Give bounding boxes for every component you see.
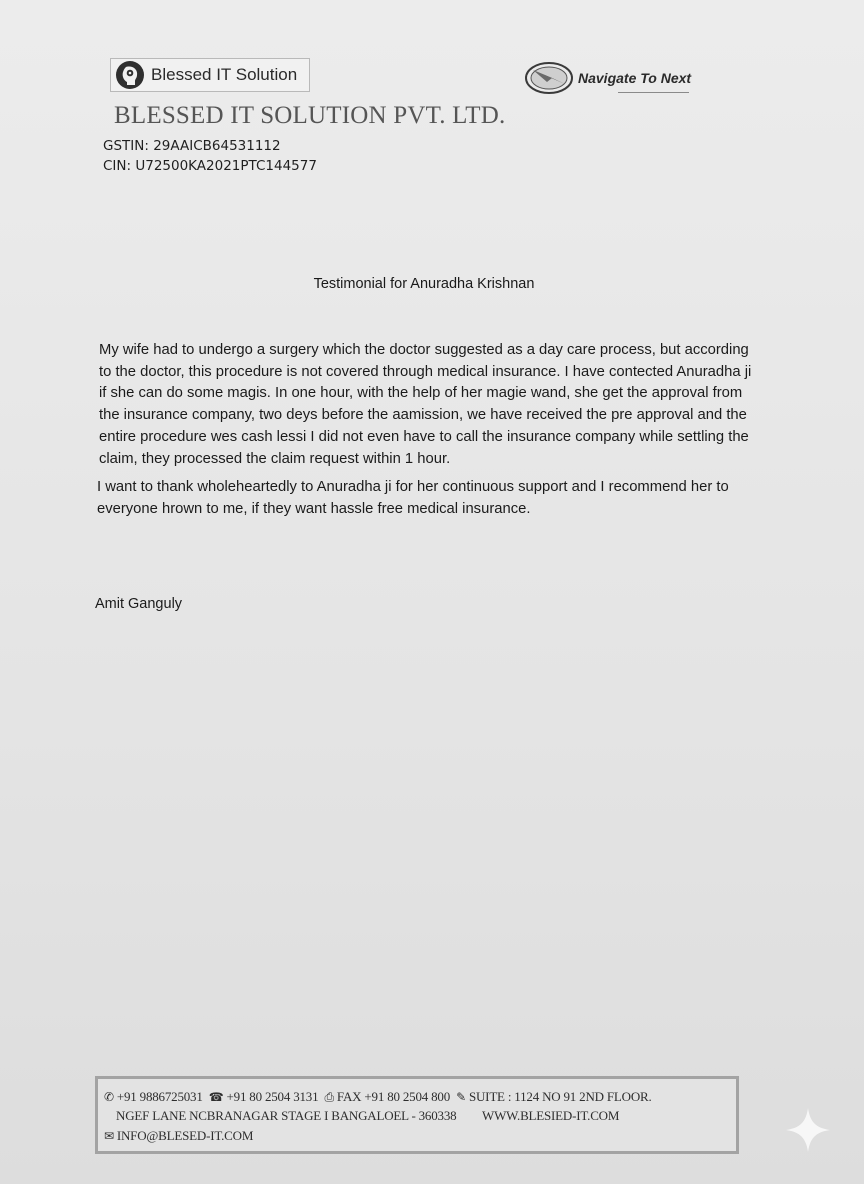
footer-line-1 — [104, 1089, 652, 1105]
fax-icon: ⎙ — [324, 1090, 334, 1104]
company-logo — [110, 58, 310, 92]
footer-email: INFO@BLESED-IT.COM — [116, 1128, 254, 1143]
compass-arrow-icon — [524, 61, 574, 95]
cin-number: CIN: U72500KA2021PTC144577 — [103, 158, 317, 174]
footer-phone: +91 9886725031 — [116, 1089, 203, 1104]
footer-line-3 — [104, 1128, 253, 1144]
navigate-text — [578, 70, 691, 86]
navigate-label: Navigate To Next — [578, 70, 692, 86]
document-title: Testimonial for Anuradha Krishnan — [313, 276, 535, 292]
envelope-icon: ✉ — [104, 1129, 114, 1143]
mobile-phone-icon: ✆ — [104, 1090, 114, 1104]
paragraph-line: claim, they processed the claim request within 1 hour. — [99, 450, 451, 467]
footer-website: WWW.BLESIED-IT.COM — [482, 1108, 620, 1123]
paragraph-line: to the doctor, this procedure is not covered through medical insurance. I have contected Anuradha ji — [99, 363, 752, 380]
company-name: BLESSED IT SOLUTION PVT. LTD. — [114, 102, 506, 129]
testimonial-paragraph-2 — [97, 477, 757, 520]
sparkle-icon — [784, 1106, 832, 1154]
signature-name: Amit Ganguly — [95, 596, 183, 612]
footer-tel: +91 80 2504 3131 — [226, 1089, 319, 1104]
navigate-logo — [524, 60, 740, 96]
paragraph-line: entire procedure wes cash lessi I did not even have to call the insurance company while settling the — [99, 428, 749, 445]
navigate-underline — [618, 92, 689, 93]
paragraph-line: everyone hrown to me, if they want hassle free medical insurance. — [97, 500, 531, 517]
logo-text: Blessed IT Solution — [151, 65, 298, 84]
pencil-note-icon: ✎ — [456, 1090, 466, 1104]
testimonial-paragraph-1 — [99, 340, 759, 470]
head-profile-icon — [113, 58, 147, 92]
paragraph-line: My wife had to undergo a surgery which the doctor suggested as a day care process, but according — [99, 342, 749, 358]
paragraph-line: the insurance company, two deys before the aamission, we have received the pre approval and the — [99, 407, 747, 424]
gstin-number: GSTIN: 29AAICB64531112 — [103, 138, 281, 154]
footer-address: NGEF LANE NCBRANAGAR STAGE I BANGALOEL - 360338 — [116, 1108, 457, 1123]
paragraph-line: I want to thank wholeheartedly to Anuradha ji for her continuous support and I recommend her to — [97, 479, 729, 495]
paragraph-line: if she can do some magis. In one hour, with the help of her magie wand, she get the approval from — [99, 385, 743, 402]
footer-contact-box — [95, 1076, 739, 1154]
telephone-icon: ☎ — [208, 1090, 224, 1104]
footer-fax: FAX +91 80 2504 800 — [336, 1089, 450, 1104]
footer-suite: SUITE : 1124 NO 91 2ND FLOOR. — [468, 1089, 652, 1104]
